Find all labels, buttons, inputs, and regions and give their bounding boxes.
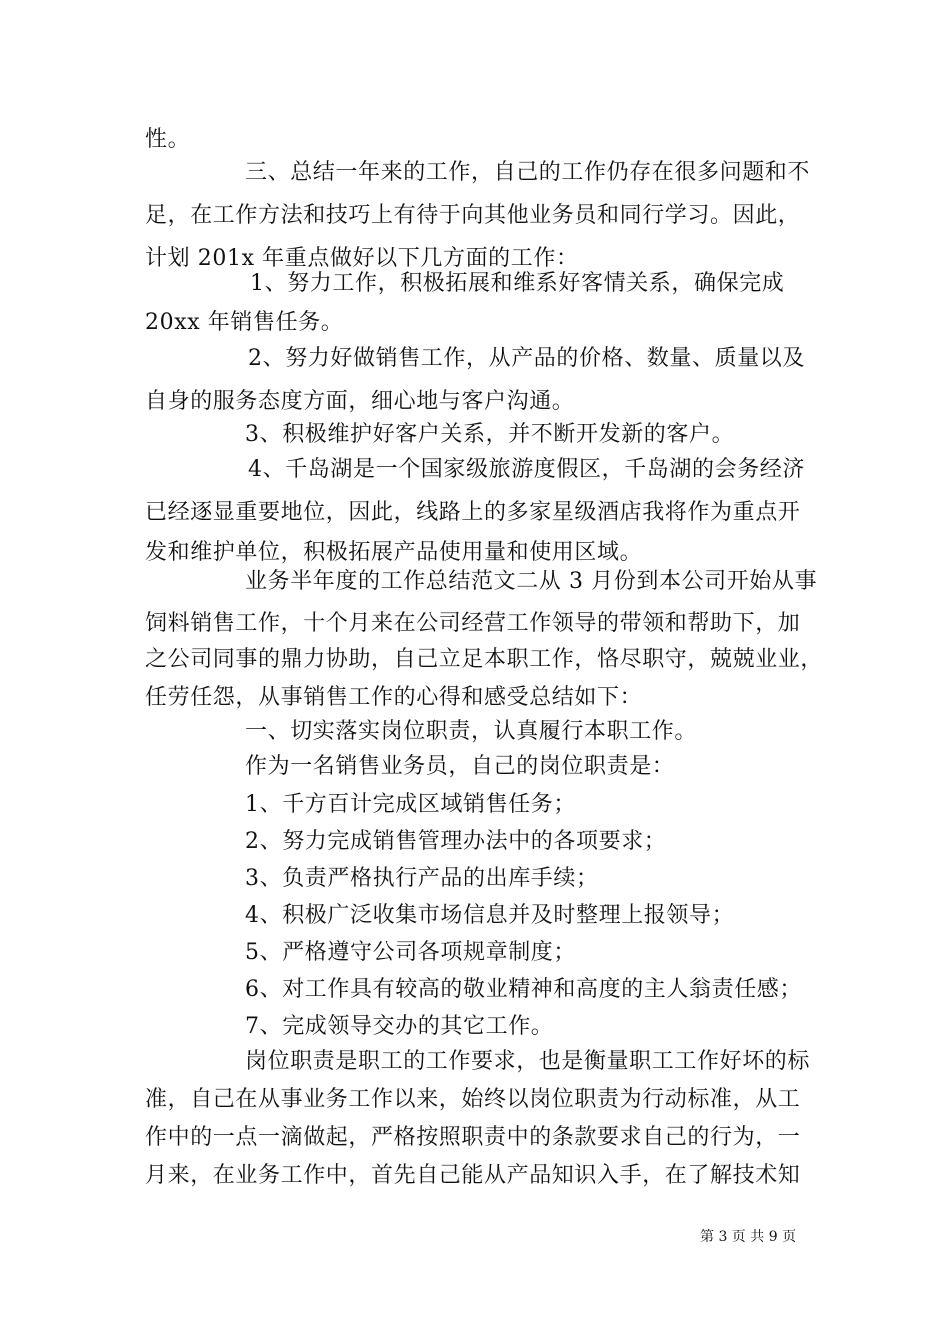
text-line-3: 足，在工作方法和技巧上有待于向其他业务员和同行学习。因此，: [145, 203, 801, 228]
text-line-9: 3、积极维护好客户关系，并不断开发新的客户。: [245, 422, 735, 447]
text-line-29: 月来，在业务工作中，首先自己能从产品知识入手，在了解技术知: [145, 1163, 801, 1188]
text-line-17: 一、切实落实岗位职责，认真履行本职工作。: [245, 719, 698, 744]
text-line-28: 作中的一点一滴做起，严格按照职责中的条款要求自己的行为，一: [145, 1125, 801, 1150]
text-line-27: 准，自己在从事业务工作以来，始终以岗位职责为行动标准，从工: [145, 1087, 801, 1112]
text-line-14: 饲料销售工作，十个月来在公司经营工作领导的带领和帮助下，加: [145, 611, 801, 636]
text-line-5: 1、努力工作，积极拓展和维系好客情关系，确保完成: [250, 271, 785, 296]
text-line-19: 1、千方百计完成区域销售任务；: [245, 792, 576, 817]
text-line-16: 任劳任怨，从事销售工作的心得和感受总结如下：: [145, 685, 643, 710]
text-line-22: 4、积极广泛收集市场信息并及时整理上报领导；: [245, 903, 735, 928]
text-line-12: 发和维护单位，积极拓展产品使用量和使用区域。: [145, 540, 643, 565]
text-line-13: 业务半年度的工作总结范文二从 3 月份到本公司开始从事: [245, 569, 818, 594]
text-line-20: 2、努力完成销售管理办法中的各项要求；: [245, 829, 667, 854]
text-line-7: 2、努力好做销售工作，从产品的价格、数量、质量以及: [248, 346, 805, 371]
text-line-18: 作为一名销售业务员，自己的岗位职责是：: [245, 754, 675, 779]
text-line-8: 自身的服务态度方面，细心地与客户沟通。: [145, 389, 575, 414]
text-line-10: 4、千岛湖是一个国家级旅游度假区，千岛湖的会务经济: [248, 457, 805, 482]
text-line-1: 性。: [145, 127, 191, 152]
text-line-24: 6、对工作具有较高的敬业精神和高度的主人翁责任感；: [245, 977, 802, 1002]
text-line-15: 之公司同事的鼎力协助，自己立足本职工作，恪尽职守，兢兢业业，: [145, 647, 824, 672]
text-line-26: 岗位职责是职工的工作要求，也是衡量职工工作好坏的标: [245, 1049, 811, 1074]
page-number: 第 3 页 共 9 页: [700, 1229, 797, 1245]
text-line-2: 三、总结一年来的工作，自己的工作仍存在很多问题和不: [245, 160, 811, 185]
text-line-21: 3、负责严格执行产品的出库手续；: [245, 866, 599, 891]
text-line-11: 已经逐显重要地位，因此，线路上的多家星级酒店我将作为重点开: [145, 500, 801, 525]
text-line-25: 7、完成领导交办的其它工作。: [245, 1014, 554, 1039]
text-line-23: 5、严格遵守公司各项规章制度；: [245, 940, 576, 965]
text-line-4: 计划 201x 年重点做好以下几方面的工作：: [145, 246, 579, 271]
text-line-6: 20xx 年销售任务。: [145, 310, 344, 335]
